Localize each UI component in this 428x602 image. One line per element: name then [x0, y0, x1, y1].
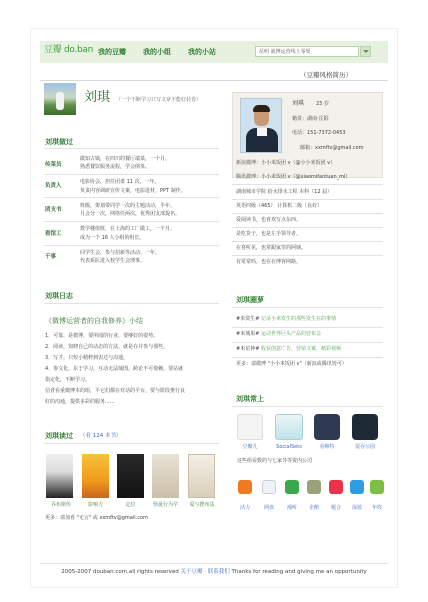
diary-line: 指定化，不断学习。: [45, 377, 91, 383]
did-line: 代表系队进入校学生会理事。: [80, 258, 146, 264]
app-icon-huoli[interactable]: [238, 480, 252, 494]
diary-line: 2．阅读，知晓自己的动态的方法，就是在并参与那些。: [45, 344, 169, 350]
app-label[interactable]: 题合: [330, 505, 341, 511]
info-hobby: 在喜听见，也常跟家里的阿姨。: [236, 245, 307, 251]
divider: [232, 327, 383, 328]
app-icon-hentun[interactable]: [352, 414, 378, 440]
info-hobby: 是吃货子，也是左手领导者。: [236, 231, 302, 237]
info-certs: 英语四级（465） 计算机二级（良好）: [236, 203, 323, 209]
info-hobby: 爱阅读书，也喜欢写点东西。: [236, 217, 302, 223]
divider: [232, 307, 383, 308]
divider: [44, 197, 219, 198]
did-label: 传菜员: [45, 162, 62, 168]
divider: [232, 406, 383, 407]
app-label[interactable]: 网盘: [263, 505, 274, 511]
did-label: 团支书: [45, 207, 62, 213]
app-label[interactable]: 年终: [371, 505, 382, 511]
section-title-diary: 刘琪日志: [45, 292, 73, 300]
book-title[interactable]: 怪诞行为学: [152, 502, 178, 508]
did-line: 熟悉餐饮服务流程，学会倒茶。: [80, 164, 151, 170]
book-title[interactable]: 爱与摆布法: [189, 502, 215, 508]
book-title[interactable]: 定位: [125, 502, 136, 508]
section-title-books: 刘琪读过: [45, 432, 73, 440]
divider: [40, 563, 388, 564]
app-label[interactable]: 深蓝: [351, 505, 362, 511]
books-more[interactable]: 更多：请加喜 "无言" 或 xxmftv@gmail.com: [45, 515, 148, 521]
divider: [44, 245, 219, 246]
did-line: 月会分一次，网络任两次，优秀团支部提名。: [80, 211, 181, 217]
divider: [232, 184, 383, 185]
app-label[interactable]: 看咻特: [319, 444, 335, 450]
info-phone: 电话：151-7372-0453: [292, 130, 346, 136]
diary-line: 3．写才，只短小精粹到表达与沟通。: [45, 355, 129, 361]
info-hobby: 有常常吗，也在在博客网路。: [236, 259, 302, 265]
divider: [232, 213, 383, 214]
divider: [44, 303, 219, 304]
did-line: 教学楼值班，在上海的工厂做工，一个月。: [80, 226, 176, 232]
app-icon-nianzhong[interactable]: [370, 480, 384, 494]
app-icon-shenlan[interactable]: [350, 480, 364, 494]
book-cover-love[interactable]: [188, 454, 215, 498]
app-label[interactable]: 豆瓣儿: [242, 444, 258, 450]
info-hometown: 籍贯：湖南·岳阳: [292, 116, 329, 122]
info-weibo-tencent[interactable]: 腾讯微博：小小米饭团 v（@xiaomifantuan_ml）: [236, 174, 351, 180]
diary-line: 好的沟通，提供多彩的服务......: [45, 399, 115, 405]
books-count[interactable]: （看 124 本书）: [80, 433, 122, 439]
did-line: 同学生会，参与招新等活动、一年。: [80, 250, 161, 256]
book-cover-jobs[interactable]: [46, 454, 73, 498]
diary-line: 信者看重微博本的组，平它们都在对话的平台，要与阶段推行良: [45, 388, 186, 394]
app-icon-wangpan[interactable]: [262, 480, 276, 494]
info-age: 23 岁: [316, 101, 329, 107]
diary-post-title[interactable]: 《微博运营者的自我修养》小结: [45, 317, 143, 325]
divider: [232, 227, 383, 228]
app-icon-socialsets[interactable]: [275, 414, 303, 440]
did-label: 看馆工: [45, 231, 62, 237]
footer-thanks: Thanks for reading and giving me an opportunity: [231, 569, 367, 575]
divider: [44, 148, 219, 149]
group-text: 收获创意广告，营销文案，精彩视频: [260, 346, 341, 352]
info-name: 刘琪: [292, 100, 305, 107]
app-icon-qie[interactable]: [307, 480, 321, 494]
douban-logo[interactable]: 豆瓣 do.ban: [44, 45, 94, 55]
info-school: 湖南城市学院 给水排水工程 本科（12 届）: [236, 189, 333, 195]
app-icon-mantin[interactable]: [285, 480, 299, 494]
app-label[interactable]: 企鹅: [308, 505, 319, 511]
divider: [44, 221, 219, 222]
style-tag: （豆瓣风格简历）: [300, 71, 352, 79]
divider: [232, 357, 383, 358]
divider: [40, 80, 388, 81]
book-cover-predictably-irrational[interactable]: [152, 454, 179, 498]
app-icon-tihe[interactable]: [329, 480, 343, 494]
divider: [232, 199, 383, 200]
app-label[interactable]: 很吞公园: [354, 444, 375, 450]
group-text: 记录小米发生的那些发生在的事情: [260, 316, 336, 322]
did-label: 负责人: [45, 183, 62, 189]
app-label[interactable]: 活力: [239, 505, 250, 511]
did-line: 电影协会，担任团委 11 次，一年。: [80, 179, 160, 185]
book-title[interactable]: 影响力: [87, 502, 103, 508]
group-tag: #米星神#: [236, 346, 260, 352]
did-line: 做知古镇，在四川的餐厅端菜，一个月。: [80, 156, 171, 162]
profile-photo: [240, 98, 282, 153]
did-line: 负责内容调研宣传文案，电影选材，PPT 制作。: [80, 188, 186, 194]
profile-name: 刘琪: [84, 90, 111, 105]
app-label[interactable]: 漫听: [286, 505, 297, 511]
diary-line: 1．可靠，是微博，要所闻的行业，要够好的姿势。: [45, 333, 159, 339]
app-label[interactable]: SocialSets: [276, 444, 302, 450]
book-cover-influence[interactable]: [82, 454, 109, 498]
did-label: 干事: [45, 254, 57, 260]
apps-caption: 这些组看数的与七家导等资内公司: [237, 458, 313, 464]
app-icon-kanxiute[interactable]: [314, 414, 340, 440]
footer: [40, 569, 388, 576]
group-line[interactable]: [236, 346, 341, 353]
nav-my-group[interactable]: 我的小组: [143, 48, 171, 56]
did-line: 成为一个 16 人小组的组长。: [80, 235, 145, 241]
search-input[interactable]: 昆明 就博运营线上零渠: [255, 46, 359, 57]
info-email[interactable]: 邮箱：xxmftv@gmail.com: [300, 145, 364, 151]
did-line: 班级，策划带同学一次的主题活动，半年。: [80, 203, 176, 209]
group-tag: #米城果#: [236, 331, 260, 337]
divider: [232, 241, 383, 242]
group-line[interactable]: [236, 331, 321, 338]
group-tag: #米资生#: [236, 316, 260, 322]
avatar[interactable]: [44, 83, 76, 115]
nav-my-douban[interactable]: 我的豆瓣: [98, 48, 126, 56]
search-dropdown-icon[interactable]: [360, 46, 371, 57]
section-title-apps: 刘琪常上: [236, 395, 264, 403]
info-weibo-sina[interactable]: 新浪微博：小小米饭团 v（@小小米饭团 v）: [236, 160, 336, 166]
divider: [232, 255, 383, 256]
divider: [232, 342, 383, 343]
profile-motto: （一个不断学习只写文章不能好装卷）: [116, 97, 202, 103]
book-title[interactable]: 乔布斯传: [50, 502, 71, 508]
footer-links[interactable]: 关于豆瓣 · 联系我们: [180, 569, 230, 575]
divider: [44, 174, 219, 175]
section-title-did: 刘琪做过: [45, 138, 73, 146]
nav-my-site[interactable]: 我的小站: [188, 48, 216, 56]
divider: [44, 443, 219, 444]
groups-more[interactable]: 更多：请微博 "小小米饭团 v"（新浪或腾讯皆可）: [236, 361, 347, 367]
footer-copyright: 2005-2007 douban.com,all rights reserved: [61, 569, 179, 575]
book-cover-positioning[interactable]: [117, 454, 144, 498]
group-line[interactable]: [236, 316, 336, 323]
diary-line: 4．参文化，东于学习，互动无法域图，跨论不可倚赖，要站就: [45, 366, 184, 372]
section-title-groups: 刘琪圈萝: [236, 296, 264, 304]
app-icon-doubaner[interactable]: [237, 414, 263, 440]
group-text: 运动世界巨头产品的营布会: [260, 331, 321, 337]
